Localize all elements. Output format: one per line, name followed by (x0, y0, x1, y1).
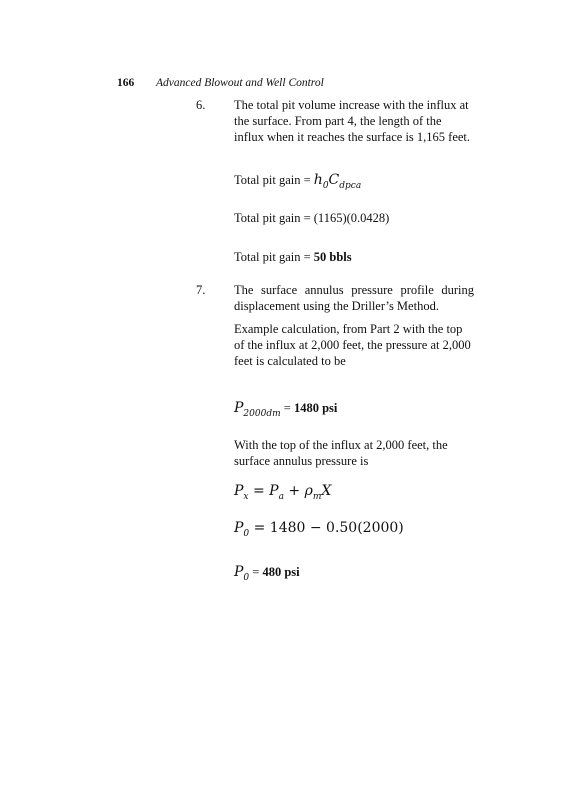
annulus-pressure-substitution (234, 520, 404, 539)
pressure-2000-equation (234, 400, 337, 419)
page-number: 166 (117, 77, 135, 89)
p-variable: P (234, 400, 244, 416)
px-variable: P (234, 483, 244, 499)
x-variable: X (321, 483, 332, 499)
p0-result-variable: P (234, 564, 244, 580)
substitution-expression: = 1480 − 0.50(2000) (249, 520, 404, 536)
running-header-title: Advanced Blowout and Well Control (156, 77, 324, 89)
p0-subscript: 0 (243, 529, 250, 539)
annulus-pressure-result (234, 564, 300, 583)
surface-annulus-text: With the top of the influx at 2,000 feet, the surface annulus pressure is (234, 438, 448, 468)
pit-gain-formula-math (313, 172, 362, 191)
item-7-number: 7. (196, 283, 206, 297)
c-subscript: dpca (339, 181, 362, 191)
plus-sign: + (283, 483, 305, 499)
rho-subscript: m (312, 492, 322, 502)
annulus-pressure-formula (234, 483, 331, 502)
pit-gain-result (234, 250, 352, 265)
px-subscript: x (243, 492, 249, 502)
example-calculation-text: Example calculation, from Part 2 with the top of the influx at 2,000 feet, the pressure at 2,000 feet is calculated to be (234, 322, 471, 368)
equals-sign: = (249, 565, 263, 579)
annulus-pressure-value: 480 psi (262, 565, 300, 579)
equals-sign: = (248, 483, 270, 499)
pit-gain-result-label: Total pit gain = (234, 250, 314, 264)
h-variable: h (313, 172, 323, 188)
p-subscript: 2000dm (243, 409, 281, 419)
pit-gain-result-value: 50 bbls (313, 250, 352, 264)
equals-sign: = (280, 401, 294, 415)
pit-gain-substitution: Total pit gain = (1165)(0.0428) (234, 211, 390, 225)
item-6-number: 6. (196, 98, 206, 112)
pit-gain-formula-label: Total pit gain = (234, 173, 314, 187)
pit-gain-formula (234, 172, 361, 191)
c-variable: C (328, 172, 340, 188)
pa-variable: P (269, 483, 279, 499)
pressure-2000-value: 1480 psi (293, 401, 338, 415)
h-subscript: 0 (322, 181, 329, 191)
rho-variable: ρ (304, 483, 313, 499)
item-6-text: The total pit volume increase with the influx at the surface. From part 4, the length of the influx when it reaches the surface is 1,165 feet. (234, 98, 471, 144)
p0-result-subscript: 0 (243, 573, 250, 583)
p0-variable: P (234, 520, 244, 536)
item-7-text: The surface annulus pressure profile during displacement using the Driller’s Method. (234, 283, 474, 313)
pa-subscript: a (278, 492, 284, 502)
